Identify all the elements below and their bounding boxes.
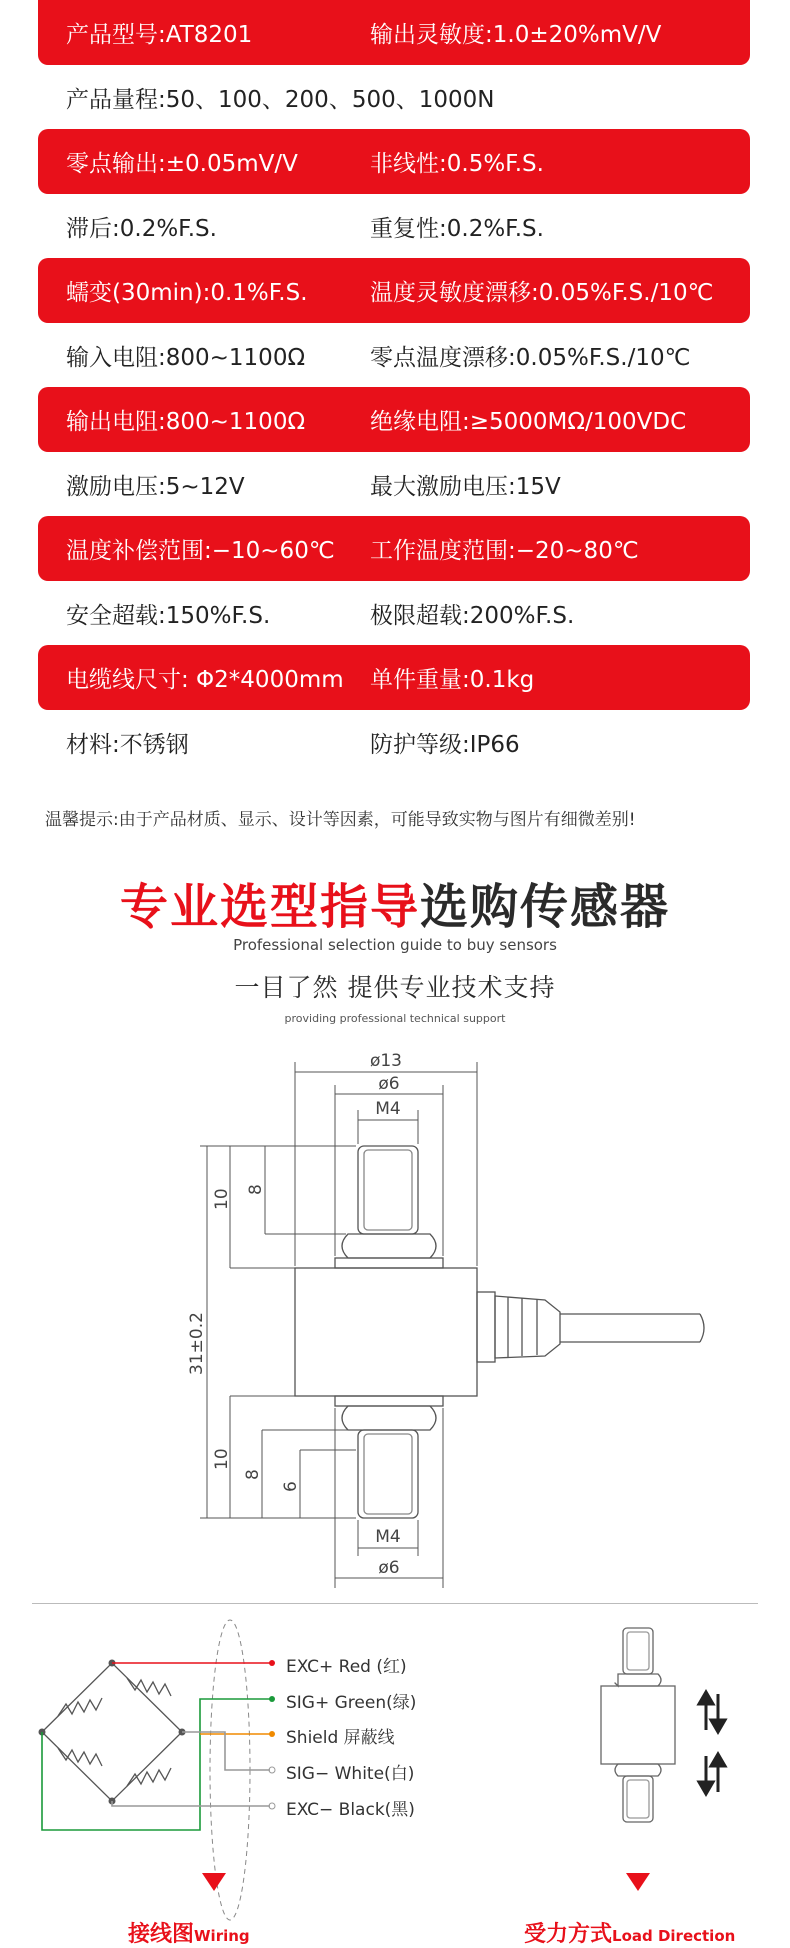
spec-row [38,323,750,387]
load-caption-cn: 受力方式 [524,1922,613,1947]
spec-row [38,65,750,129]
wire-exc-plus: EXC+ Red (红) [286,1657,407,1677]
spec-output-resistance: 输出电阻:800~1100Ω [66,409,306,435]
spec-compensated-temp: 温度补偿范围:−10~60℃ [66,538,335,564]
spec-sensitivity: 输出灵敏度:1.0±20%mV/V [370,22,662,48]
dim-d6-top: ø6 [378,1074,400,1094]
dim-h10-top: 10 [212,1188,232,1210]
spec-row [38,452,750,516]
load-caption-en: Load Direction [612,1927,736,1945]
spec-row [38,0,750,65]
wire-sig-minus: SIG− White(白) [286,1764,415,1784]
dim-h8-top: 8 [246,1184,266,1195]
spec-table [38,0,750,774]
notice-text: 温馨提示:由于产品材质、显示、设计等因素，可能导致实物与图片有细微差别! [45,810,636,830]
spec-nonlinearity: 非线性:0.5%F.S. [370,151,544,177]
spec-input-resistance: 输入电阻:800~1100Ω [66,344,306,371]
wiring-arrow-icon [202,1873,226,1891]
section-divider [32,1603,758,1604]
load-caption [524,1917,735,1948]
spec-row [38,258,750,323]
dim-h10-bot: 10 [212,1448,232,1470]
spec-operating-temp: 工作温度范围:−20~80℃ [370,538,639,564]
wire-sig-plus: SIG+ Green(绿) [286,1693,417,1713]
spec-repeatability: 重复性:0.2%F.S. [370,215,544,242]
spec-row [38,387,750,452]
spec-range: 产品量程:50、100、200、500、1000N [66,86,495,113]
spec-safe-overload: 安全超载:150%F.S. [66,602,271,629]
subtitle-cn: 一目了然 提供专业技术支持 [234,973,556,1002]
spec-excitation: 激励电压:5~12V [66,473,245,500]
spec-insulation: 绝缘电阻:≥5000MΩ/100VDC [370,409,687,435]
dim-d6-bot: ø6 [378,1558,400,1578]
wiring-caption [128,1917,250,1948]
spec-row [38,516,750,581]
spec-creep: 蠕变(30min):0.1%F.S. [66,280,308,306]
spec-row [38,129,750,194]
spec-row [38,194,750,258]
spec-protection: 防护等级:IP66 [370,731,520,758]
title-red: 专业选型指导 [119,879,420,935]
spec-row [38,710,750,774]
subtitle-en: Professional selection guide to buy sensors [233,936,557,954]
spec-ultimate-overload: 极限超载:200%F.S. [370,602,575,629]
wiring-caption-cn: 接线图 [128,1922,195,1947]
dimension-drawing [0,1020,790,1600]
subtitle-en2: providing professional technical support [284,1012,506,1025]
dim-h6-bot: 6 [281,1481,301,1492]
wiring-caption-en: Wiring [194,1927,250,1945]
dim-m4-top: M4 [375,1099,401,1119]
spec-row [38,581,750,645]
dim-d13: ø13 [369,1051,403,1071]
spec-temp-sensitivity-drift: 温度灵敏度漂移:0.05%F.S./10℃ [370,280,714,306]
spec-model: 产品型号:AT8201 [66,22,253,48]
spec-max-excitation: 最大激励电压:15V [370,473,561,500]
dim-total: 31±0.2 [187,1312,207,1375]
spec-hysteresis: 滞后:0.2%F.S. [66,215,217,242]
spec-cable: 电缆线尺寸: Φ2*4000mm [66,667,344,693]
section-title [0,868,790,937]
wire-shield: Shield 屏蔽线 [286,1728,395,1748]
dim-h8-bot: 8 [243,1469,263,1480]
title-dark: 选购传感器 [420,879,671,935]
spec-zero-temp-drift: 零点温度漂移:0.05%F.S./10℃ [370,344,691,371]
dim-m4-bot: M4 [375,1527,401,1547]
spec-weight: 单件重量:0.1kg [370,667,535,693]
spec-material: 材料:不锈钢 [66,731,189,758]
spec-zero-output: 零点输出:±0.05mV/V [66,151,298,177]
load-arrow-icon [626,1873,650,1891]
spec-row [38,645,750,710]
wire-exc-minus: EXC− Black(黑) [286,1800,415,1820]
